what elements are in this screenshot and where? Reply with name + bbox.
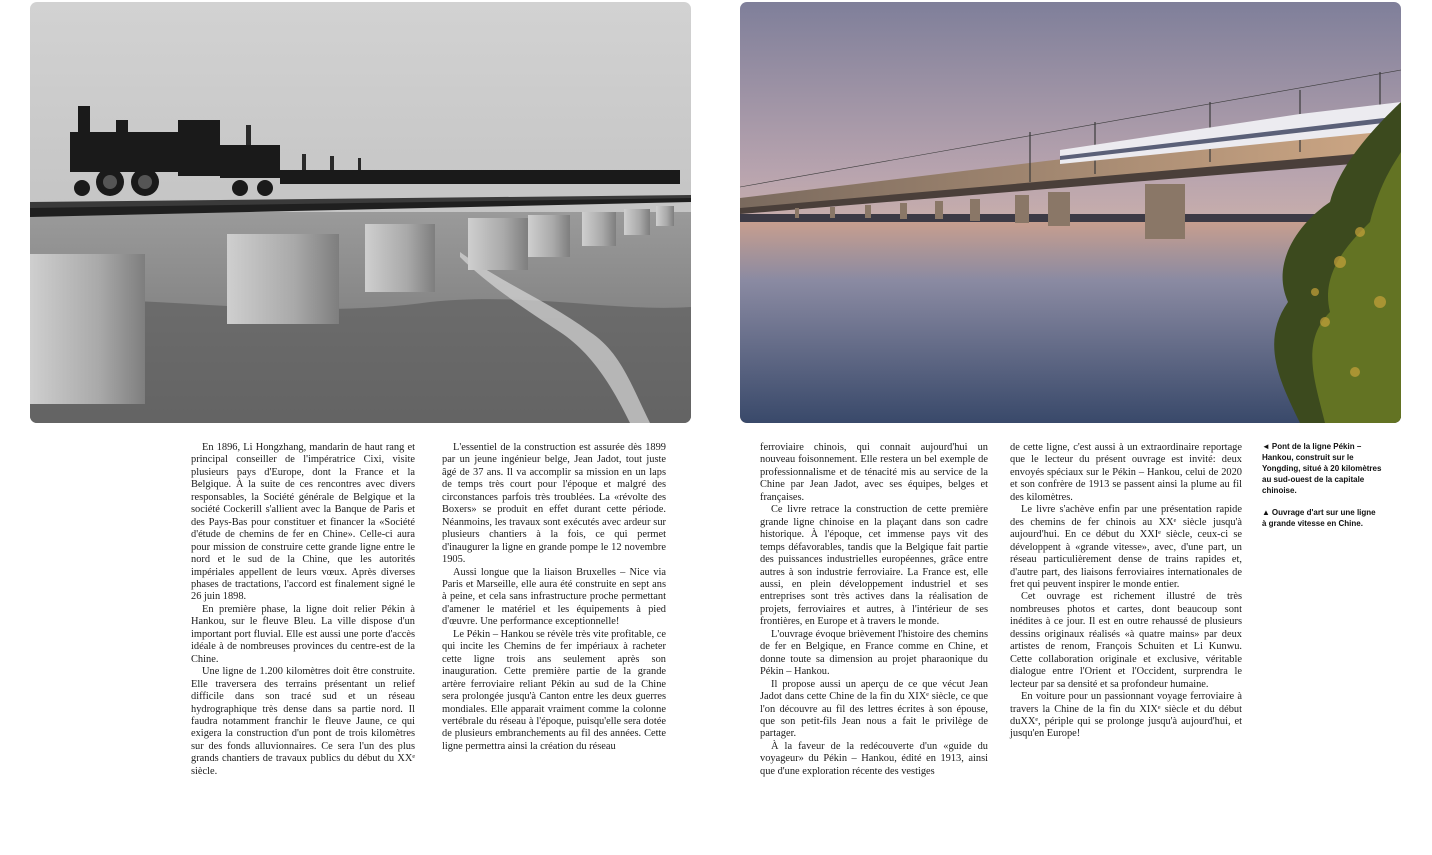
paragraph: En voiture pour un passionnant voyage ferroviaire à travers la Chine de la fin du XIXᵉ siècle et du début duXXᵉ, périple qui se prolonge jusqu'à aujourd'hui, et jusqu'en Europe! (1010, 691, 1242, 740)
paragraph: de cette ligne, c'est aussi à un extraordinaire reportage que le lecteur du présent ouvrage est invité: deux envoyés spéciaux sur le Pékin – Hankou, celui de 2020 et son confrère de 1913 se passent ainsi la plume au fil des kilomètres. (1010, 442, 1242, 503)
paragraph: À la faveur de la redécouverte d'un «guide du voyageur» du Pékin – Hankou, édité en 1913, ainsi que d'une exploration récente des vestiges (760, 740, 988, 777)
caption-text: Pont de la ligne Pékin – Hankou, construit sur le Yongding, situé à 20 kilomètres au sud-ouest de la capitale chinoise. (1262, 442, 1382, 495)
paragraph: L'essentiel de la construction est assurée dès 1899 par un jeune ingénieur belge, Jean Jadot, tout juste âgé de 37 ans. Il va accomplir sa mission en un laps de temps très court pour l'époque et malgré des circonstances parfois très troublées. La «révolte des Boxers» se produit en effet durant cette période. Néanmoins, les travaux sont exécutés avec ardeur sur plusieurs chantiers à la fois, ce qui permet d'inaugurer la ligne en grande pompe le 12 novembre 1905. (442, 442, 666, 566)
caption-left-photo (1262, 441, 1382, 496)
arrow-up-icon: ▲ (1262, 508, 1270, 517)
arrow-left-icon: ◄ (1262, 442, 1270, 451)
paragraph: ferroviaire chinois, qui connait aujourd'hui un nouveau foisonnement. Elle restera un bel exemple de professionnalisme et de ténacité mis au service de la Chine par Jean Jadot, avec ses équipes, belges et françaises. (760, 442, 988, 503)
text-column-2 (442, 442, 666, 753)
caption-text: Ouvrage d'art sur une ligne à grande vitesse en Chine. (1262, 508, 1376, 528)
paragraph: Aussi longue que la liaison Bruxelles – Nice via Paris et Marseille, elle aura été construite en sept ans à peine, et cela sans infrastructure proche permettant d'amener le matériel et les équipements à pied d'œuvre. Une performance exceptionnelle! (442, 566, 666, 628)
paragraph: Cet ouvrage est richement illustré de très nombreuses photos et cartes, dont beaucoup sont inédites à ce jour. Il est en outre rehaussé de plusieurs dessins originaux réalisés «à quatre mains» par deux artistes de renom, François Schuiten et Li Kunwu. Cette collaboration originale et exclusive, véritable dialogue entre l'Orient et l'Occident, surprendra le lecteur par sa densité et sa profondeur humaine. (1010, 591, 1242, 690)
text-column-4 (1010, 442, 1242, 741)
paragraph: Le Pékin – Hankou se révèle très vite profitable, ce qui incite les Chemins de fer impériaux à racheter cette ligne trois ans seulement après son inauguration. Cette première partie de la grande artère ferroviaire reliant Pékin au sud de la Chine sera prolongée jusqu'à Canton entre les deux guerres mondiales. Elle apparait vraiment comme la colonne vertébrale du réseau à l'époque, puisqu'elle sera dotée de plusieurs embranchements au fil des années. Cette ligne permettra ainsi la création du réseau (442, 628, 666, 752)
text-column-3 (760, 442, 988, 778)
high-speed-bridge-photo (740, 2, 1401, 423)
paragraph: Ce livre retrace la construction de cette première grande ligne chinoise en la plaçant dans son cadre historique. À l'époque, cet immense pays vit des temps défavorables, tandis que la Belgique fait partie des puissances industrielles européennes, grâce entre autres à son industrie ferroviaire. La France est, elle aussi, en plein développement industriel et ses entreprises sont très actives dans la réalisation de projets, ferroviaires et autres, à l'intérieur de ses frontières, en Europe et à travers le monde. (760, 504, 988, 628)
caption-right-photo (1262, 507, 1382, 529)
photo-captions (1262, 441, 1382, 540)
paragraph: Une ligne de 1.200 kilomètres doit être construite. Elle traversera des terrains présentant un relief difficile dans son tracé sud et un réseau hydrographique très dense dans sa partie nord. Il faudra notamment franchir le fleuve Jaune, ce qui exigera la construction d'un pont de trois kilomètres sur des fonds alluvionnaires. Ce sera l'un des plus grands chantiers de travaux publics du début du XXᵉ siècle. (191, 666, 415, 777)
text-column-1 (191, 442, 415, 778)
historic-bridge-photo (30, 2, 691, 423)
historic-bridge-illustration (30, 2, 691, 423)
paragraph: Le livre s'achève enfin par une présentation rapide des chemins de fer chinois au XXᵉ siècle jusqu'à aujourd'hui. En ce début du XXIᵉ siècle, ceux-ci se développent à «grande vitesse», avec, d'une part, un réseau particulièrement dense de trains rapides et, d'autre part, des liaisons ferroviaires internationales de fret qui peuvent inspirer le monde entier. (1010, 504, 1242, 590)
high-speed-bridge-illustration (740, 2, 1401, 423)
paragraph: Il propose aussi un aperçu de ce que vécut Jean Jadot dans cette Chine de la fin du XIXᵉ siècle, ce que l'on découvre au fil des lettres écrites à son épouse, que son petit-fils Jean nous a fait le privilège de partager. (760, 678, 988, 740)
paragraph: En 1896, Li Hongzhang, mandarin de haut rang et principal conseiller de l'impératrice Cixi, visite plusieurs pays d'Europe, dont la France et la Belgique. À la suite de ces rencontres avec divers responsables, la Société générale de Belgique et la société Cockerill s'allient avec la Banque de Paris et des Pays-Bas pour constituer et financer la «Société d'étude de chemins de fer en Chine». Celle-ci aura pour mission de construire cette grande ligne entre le nord et le sud de la Chine, que les autorités impériales appellent de leurs vœux. Après diverses phases de tractations, l'accord est finalement signé le 26 juin 1898. (191, 442, 415, 603)
paragraph: En première phase, la ligne doit relier Pékin à Hankou, sur le fleuve Bleu. La ville dispose d'un important port fluvial. Elle est aussi une porte d'accès idéale à de nombreuses provinces du centre-est de la Chine. (191, 603, 415, 665)
paragraph: L'ouvrage évoque brièvement l'histoire des chemins de fer en Belgique, en France comme en Chine, et donne toute sa dimension au projet pharaonique du Pékin – Hankou. (760, 628, 988, 678)
